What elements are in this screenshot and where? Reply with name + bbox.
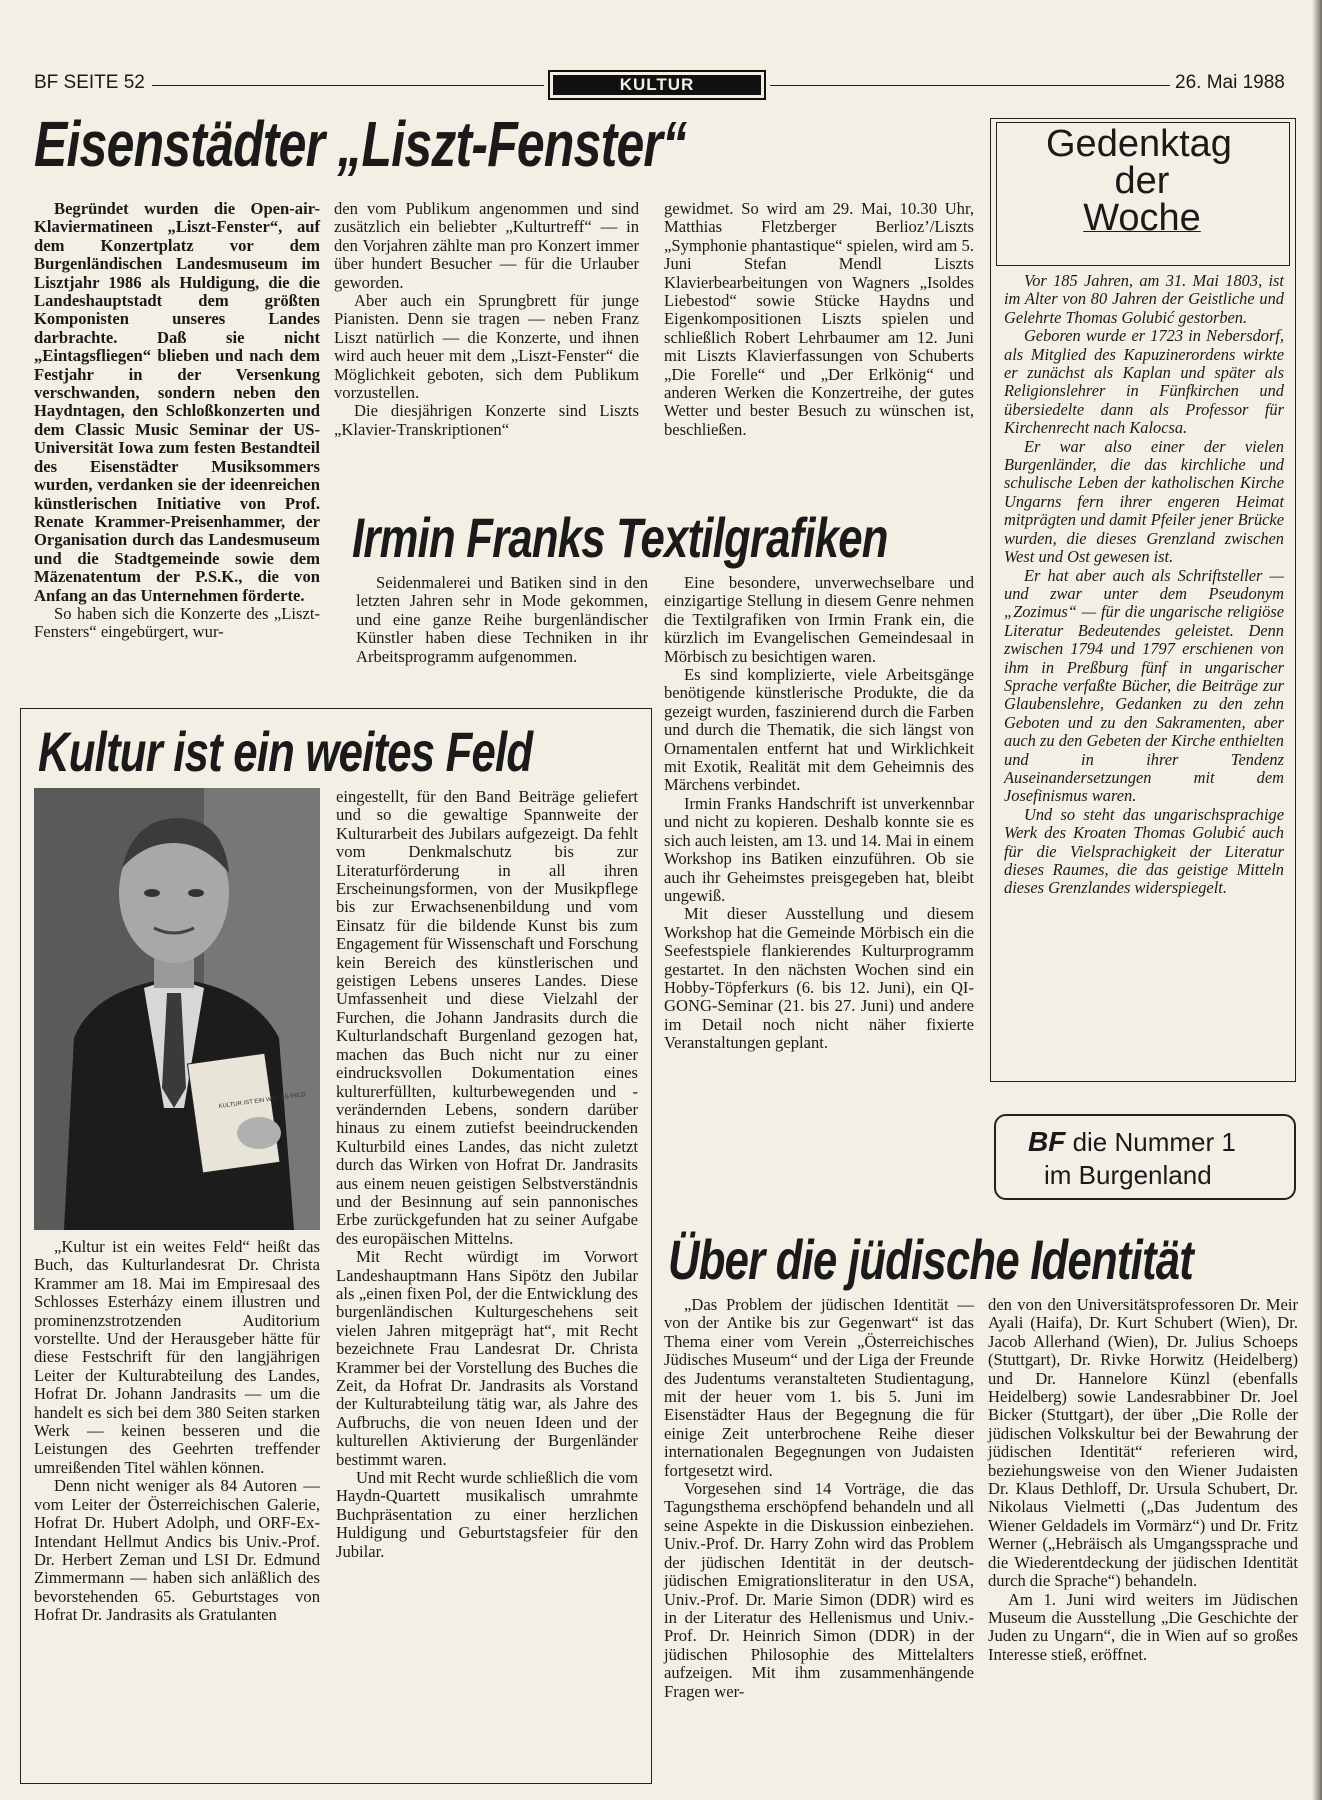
article2-col2-p2: Es sind komplizierte, viele Arbeitsgänge benötigende künstlerische Produkte, die da gezeigt wurden, faszinierend durch die Farben und durch die Thematik, die sich längst von Ornamentalen entfernt hat und Wirklichkeit mit Exotik, Realität mit dem Geheimnis des Märchens verbindet. (664, 665, 974, 795)
gedenktag-title (996, 123, 1288, 239)
article1-col2-p1: den vom Publikum angenommen und sind zusätzlich ein beliebter „Kulturtreff“ — in den Vorjahren zählte man pro Konzert immer über hundert Besucher — für die Urlauber geworden. (334, 199, 639, 292)
bf-ad-line1: die Nummer 1 (1072, 1127, 1236, 1157)
article3-col1-p2: Denn nicht weniger als 84 Autoren — vom Leiter der Österreichischen Galerie, Hofrat Dr. Hubert Adolph, und ORF-Ex-Intendant Hellmut Andics bis Univ.-Prof. Dr. Herbert Zeman und LSI Dr. Edmund Zimmermann — haben sich anläßlich des bevorstehenden 65. Geburtstages von Hofrat Dr. Jandrasits als Gratulanten (34, 1476, 320, 1625)
article3-headline: Kultur ist ein weites Feld (38, 720, 533, 783)
bf-ad (994, 1114, 1296, 1200)
article1-col2-p3: Die diesjährigen Konzerte sind Liszts „Klavier-Transkriptionen“ (334, 401, 639, 439)
page-number: BF SEITE 52 (34, 72, 145, 93)
article2-col2-p3: Irmin Franks Handschrift ist unverkennbar und nicht zu kopieren. Deshalb konnte sie es sich auch leisten, am 13. und 14. Mai in einem Workshop ins Batiken einzuführen. Ob sie auch ihr Geheimstes preisgegeben hat, bleibt ungewiß. (664, 793, 974, 905)
gedenktag-p5: Und so steht das ungarischsprachige Werk des Kroaten Thomas Golubić auch für die Vielsprachigkeit der Literatur dieses Raumes, die das geistige Mitteln dieses Grenzlandes widerspiegelt. (1004, 804, 1284, 898)
article4-col2-p2: Am 1. Juni wird weiters im Jüdischen Museum die Ausstellung „Die Geschichte der Juden zu Ungarn“, die in Wien auf so großes Interesse stieß, eröffnet. (988, 1589, 1298, 1664)
article1-col3-p1: gewidmet. So wird am 29. Mai, 10.30 Uhr, Matthias Fletzberger Berlioz’/Liszts „Symphonie phantastique“ spielen, wird am 5. Juni Stefan Mendl Liszts Klavierbearbeitungen von Wagners „Isoldes Liebestod“ sowie Stücke Haydns und Eigenkompositionen Liszts spielen und schließlich Robert Lehrbaumer am 12. Juni mit Liszts Klavierfassungen von Schuberts „Die Forelle“ und „Der Erlkönig“ und anderen Werken die Konzertreihe, der gutes Wetter und bester Besuch zu wünschen ist, beschließen. (664, 199, 974, 439)
article3-col1 (34, 1238, 320, 1625)
section-label-box (548, 70, 766, 100)
article1-lead: Begründet wurden die Open-air-Klaviermatineen „Liszt-Fenster“, auf dem Konzertplatz vor dem Burgenländischen Landesmuseum im Lisztjahr 1986 als Huldigung, die die Landeshauptstadt dem größten Komponisten unseres Landes darbrachte. Daß sie nicht „Eintagsfliegen“ blieben und nach dem Festjahr in der Versenkung verschwanden, sondern neben den Haydntagen, den Schloßkonzerten und dem Classic Music Seminar der US-Universität Iowa zum festen Bestandteil des Eisenstädter Musiksommers wurden, verdanken sie der ideenreichen künstlerischen Initiative von Prof. Renate Krammer-Preisenhammer, der Organisation durch das Landesmuseum und die Stadtgemeinde sowie dem Mäzenatentum der P.S.K., die von Anfang an das Unternehmen förderte. (34, 199, 320, 605)
gedenktag-p1: Vor 185 Jahren, am 31. Mai 1803, ist im Alter von 80 Jahren der Geistliche und Gelehrte Thomas Golubić gestorben. (1004, 271, 1284, 327)
article1-col3 (664, 200, 974, 439)
header-rule-left (152, 85, 544, 86)
article3-col2 (336, 788, 638, 1561)
article2-col2-p4: Mit dieser Ausstellung und diesem Workshop hat die Gemeinde Mörbisch ein die Seefestspiele flankierendes Kulturprogramm gestartet. In den nächsten Wochen sind ein Hobby-Töpferkurs (6. bis 12. Juni), ein QI-GONG-Seminar (21. bis 27. Juni) und andere im Detail noch nicht näher fixierte Veranstaltungen geplant. (664, 904, 974, 1053)
gedenktag-title-line2: der (1114, 160, 1170, 202)
article4-col2 (988, 1296, 1298, 1664)
article2-col1-p1: Seidenmalerei und Batiken sind in den letzten Jahren sehr in Mode gekommen, und eine ganze Reihe burgenländischer Künstler haben diese Techniken in ihr Arbeitsprogramm aufgenommen. (356, 573, 648, 666)
article2-headline: Irmin Franks Textilgrafiken (352, 506, 888, 569)
gedenktag-p4: Er hat aber auch als Schriftsteller — und zwar unter dem Pseudonym „Zozimus“ — für die ungarische religiöse Literatur Bedeutendes geleistet. Denn zwischen 1794 und 1797 erschienen von ihm in Preßburg fünf in ungarischer Sprache verfaßte Bücher, die Beiträge zur Glaubenslehre, Gedanken zu den zehn Geboten und zu den Sakramenten, aber auch zu den Gebeten der Kirche enthielten und in ihrer Tendenz Auseinandersetzungen mit dem Josefinismus waren. (1004, 565, 1284, 806)
article4-col2-p1: den von den Universitätsprofessoren Dr. Meir Ayali (Haifa), Dr. Kurt Schubert (Wien), Dr. Jacob Allerhand (Wien), Dr. Julius Schoeps (Stuttgart), Dr. Rivke Horwitz (Heidelberg) und Dr. Hannelore Künzl (ebenfalls Heidelberg) sowie Landesrabbiner Dr. Joel Bicker (Stuttgart), der über „Die Rolle der jüdischen Volkskultur bei der Bewahrung der jüdischen Identität“ referieren wird, beziehungsweise von den Wiener Judaisten Dr. Klaus Dethloff, Dr. Ursula Schubert, Dr. Nikolaus Vielmetti („Das Judentum des Wiener Geldadels im Vormärz“) und Dr. Fritz Werner („Hebräisch als Umgangssprache und die Wiederentdeckung der jüdischen Identität durch die Sprache“) behandeln. (988, 1295, 1298, 1591)
portrait-figure (34, 788, 320, 1230)
bf-ad-line1-row (1028, 1126, 1236, 1158)
article4-headline: Über die jüdische Identität (668, 1228, 1194, 1291)
page-edge-shadow (1312, 0, 1322, 1800)
gedenktag-title-line3: Woche (1083, 197, 1201, 239)
article3-col2-p2: Mit Recht würdigt im Vorwort Landeshauptmann Hans Sipötz den Jubilar als „einen fixen Pol, der die Entwicklung des burgenländischen Kulturgeschehens seit vielen Jahren mitgeprägt hat“, mit Recht bezeichnete Frau Landesrat Dr. Christa Krammer bei der Vorstellung des Buches die Zeit, da Hofrat Dr. Jandrasits als Vorstand der Kulturabteilung tätig war, als Jahre des Aufbruchs, die von neuen Ideen und der kulturellen Aktivierung der Burgenländer bestimmt waren. (336, 1247, 638, 1469)
article2-col2 (664, 574, 974, 1053)
article2-col2-p1: Eine besondere, unverwechselbare und einzigartige Stellung in diesem Genre nehmen die Textilgrafiken von Irmin Frank ein, die kürzlich im Evangelischen Gemeindesaal in Mörbisch zu besichtigen waren. (664, 573, 974, 666)
bf-logo: BF (1028, 1126, 1066, 1157)
section-label: KULTUR (553, 75, 761, 95)
article3-col1-p1: „Kultur ist ein weites Feld“ heißt das Buch, das Kulturlandesrat Dr. Christa Krammer am 18. Mai im Empiresaal des Schlosses Esterházy einem illustren und prominenzstrotzenden Auditorium vorstellte. Und der Herausgeber hätte für diese Festschrift für den langjährigen Leiter der Kulturabteilung des Landes, Hofrat Dr. Johann Jandrasits — um die handelt es sich bei dem 380 Seiten starken Werk — keinen besseren und die Leistungen des Geehrten treffender umreißenden Titel wählen können. (34, 1237, 320, 1477)
article1-headline: Eisenstädter „Liszt-Fenster“ (34, 108, 687, 180)
article4-col1 (664, 1296, 974, 1701)
article3-col2-p3: Und mit Recht wurde schließlich die vom Haydn-Quartett musikalisch umrahmte Buchpräsentation zu einer herzlichen Huldigung und Geburtstagsfeier für den Jubilar. (336, 1468, 638, 1561)
issue-date: 26. Mai 1988 (1175, 72, 1285, 93)
article4-col1-p2: Vorgesehen sind 14 Vorträge, die das Tagungsthema erschöpfend behandeln und all seine Aspekte in die Diskussion einbeziehen. Univ.-Prof. Dr. Harry Zohn wird das Problem der jüdischen Identität in der deutsch-jüdischen Emigrationsliteratur in den USA, Univ.-Prof. Dr. Marie Simon (DDR) wird es in der Literatur des Hellenismus und Univ.-Prof. Dr. Heinrich Simon (DDR) in der jüdischen Philosophie des Mittelalters aufzeigen. Mit ihm zusammenhängende Fragen wer- (664, 1479, 974, 1701)
gedenktag-text (1004, 272, 1284, 898)
bf-ad-line2: im Burgenland (1044, 1160, 1212, 1190)
book-cover-text: KULTUR IST EIN WEITES FELD (218, 1091, 307, 1111)
article2-col1 (356, 574, 648, 666)
article1-col2-p2: Aber auch ein Sprungbrett für junge Pianisten. Denn sie tragen — neben Franz Liszt natürlich — die Konzerte, und ihnen wird auch heuer mit dem „Liszt-Fenster“ die Möglichkeit geboten, sich dem Publikum vorzustellen. (334, 291, 639, 403)
gedenktag-p3: Er war also einer der vielen Burgenländer, die das kirchliche und schulische Leben der katholischen Kirche Ungarns fern ihrer engeren Heimat mitprägten und damit Pfeiler jener Brücke wurden, die dieses Grenzland zwischen West und Ost gewesen ist. (1004, 436, 1284, 567)
gedenktag-title-line1: Gedenktag (1046, 123, 1232, 165)
article1-col2 (334, 200, 639, 439)
article4-col1-p1: „Das Problem der jüdischen Identität — von der Antike bis zur Gegenwart“ ist das Thema einer vom Verein „Österreichisches Jüdisches Museum“ und der Liga der Freunde des Judentums veranstalteten Studientagung, mit der heuer vom 1. bis 5. Juni im Eisenstädter Haus der Begegnung die für einige Zeit unterbrochene Reihe dieser internationalen Begegnungen von Judaisten fortgesetzt wird. (664, 1295, 974, 1480)
gedenktag-p2: Geboren wurde er 1723 in Nebersdorf, als Mitglied des Kapuzinerordens wirkte er zunächst als Kaplan und später als Religionslehrer in Fünfkirchen und übersiedelte dann als Professor für Kirchenrecht nach Kalocsa. (1004, 326, 1284, 438)
portrait-photo (34, 788, 320, 1230)
article1-col1-p2: So haben sich die Konzerte des „Liszt-Fensters“ eingebürgert, wur- (34, 603, 320, 642)
header-rule-right (770, 85, 1170, 86)
article3-col2-p1: eingestellt, für den Band Beiträge geliefert und so die gewaltige Spannweite der Kulturarbeit des Jubilars aufgezeigt. Da fehlt vom Denkmalschutz bis zur Literaturförderung in all ihren Erscheinungsformen, von der Musikpflege bis zur Erwachsenenbildung und vom Einsatz für die bildende Kunst bis zum Engagement für Wissenschaft und Forschung kein Bereich des künstlerischen und geistigen Lebens unseres Landes. Diese Umfassenheit und diese Vielzahl der Furchen, die Johann Jandrasits durch die Kulturlandschaft Burgenland gezogen hat, machen das Buch nicht nur zu einer eindrucksvollen Dokumentation eines kulturerfüllten, kulturbewegenden und -verändernden Lebens, sondern darüber hinaus zu einem zutiefst beeindruckenden Kulturbild eines Landes, das nicht zuletzt durch das Wirken von Hofrat Dr. Jandrasits aus einem neuen geistigen Selbstverständnis und der Besinnung auf sein pannonisches Erbe zurückgefunden hat zu seiner Aufgabe des europäischen Mittelns. (336, 787, 638, 1248)
article1-col1 (34, 200, 320, 642)
